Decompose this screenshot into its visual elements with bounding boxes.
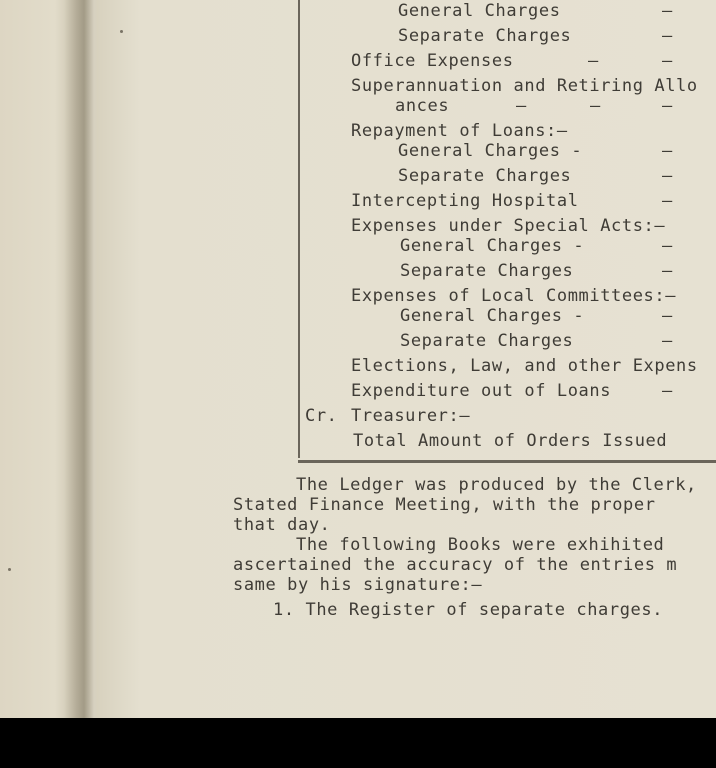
leader-dash: – (588, 51, 599, 71)
paper-speck (120, 30, 123, 33)
leader-dash: – (516, 96, 527, 116)
ledger-item: Repayment of Loans:— (351, 121, 568, 141)
leader-dash: – (662, 306, 673, 326)
leader-dash: – (662, 141, 673, 161)
paragraph-line: The following Books were exhihited (296, 535, 665, 555)
ledger-item: General Charges - (400, 306, 585, 326)
paragraph-line: Stated Finance Meeting, with the proper (233, 495, 656, 515)
leader-dash: – (662, 26, 673, 46)
paper-speck (8, 568, 11, 571)
ledger-item: Expenses under Special Acts:— (351, 216, 666, 236)
ledger-item: Intercepting Hospital (351, 191, 579, 211)
ledger-item: Treasurer:— (351, 406, 471, 426)
paragraph-line: The Ledger was produced by the Clerk, (296, 475, 697, 495)
leader-dash: – (662, 51, 673, 71)
leader-dash: – (662, 331, 673, 351)
leader-dash: – (662, 381, 673, 401)
ledger-item: Separate Charges (398, 26, 572, 46)
paragraph-line: ascertained the accuracy of the entries m (233, 555, 678, 575)
ledger-item: Superannuation and Retiring Allo (351, 76, 698, 96)
paragraph-line: same by his signature:— (233, 575, 483, 595)
ledger-vertical-rule (298, 0, 300, 458)
leader-dash: – (662, 236, 673, 256)
ledger-item: General Charges - (400, 236, 585, 256)
paragraph-line: that day. (233, 515, 331, 535)
ledger-item: General Charges (398, 1, 561, 21)
leader-dash: – (662, 96, 673, 116)
ledger-item: Elections, Law, and other Expens (351, 356, 698, 376)
ledger-item: Expenditure out of Loans (351, 381, 612, 401)
leader-dash: – (662, 261, 673, 281)
leader-dash: – (590, 96, 601, 116)
credit-label: Cr. (305, 406, 338, 426)
ledger-item: Office Expenses (351, 51, 514, 71)
ledger-item: Separate Charges (400, 331, 574, 351)
leader-dash: – (662, 191, 673, 211)
leader-dash: – (662, 166, 673, 186)
scan-bottom-edge (0, 718, 716, 768)
ledger-item: Separate Charges (400, 261, 574, 281)
leader-dash: – (662, 1, 673, 21)
ledger-item: Expenses of Local Committees:— (351, 286, 677, 306)
ledger-item: Separate Charges (398, 166, 572, 186)
ledger-item: ances (395, 96, 450, 116)
ledger-bottom-rule (298, 460, 716, 463)
ledger-item: General Charges - (398, 141, 583, 161)
ledger-item: Total Amount of Orders Issued (353, 431, 668, 451)
book-spine-shadow (64, 0, 98, 718)
paragraph-line: 1. The Register of separate charges. (273, 600, 664, 620)
